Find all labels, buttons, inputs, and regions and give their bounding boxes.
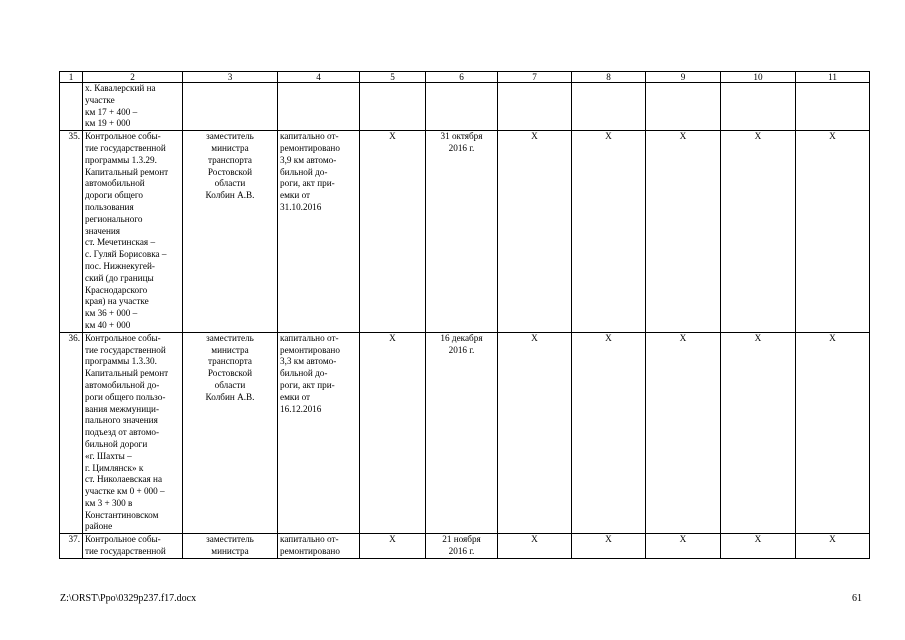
header-row (60, 72, 870, 83)
header-cell: 6 (426, 72, 498, 83)
table-row (60, 534, 870, 559)
header-cell: 9 (646, 72, 721, 83)
cell: X (796, 534, 870, 559)
cell: X (572, 332, 646, 534)
header-cell: 10 (721, 72, 796, 83)
header-cell: 2 (83, 72, 183, 83)
cell: X (721, 332, 796, 534)
cell: X (498, 131, 572, 333)
event-description: Контрольное собы- тие государственной (83, 534, 183, 559)
cell: X (572, 131, 646, 333)
date-cell: 16 декабря 2016 г. (426, 332, 498, 534)
responsible-person: заместитель министра транспорта Ростовской области Колбин А.В. (183, 332, 278, 534)
cell: X (646, 332, 721, 534)
row-number: 37. (60, 534, 83, 559)
cell: X (498, 534, 572, 559)
cell: X (721, 131, 796, 333)
table-row (60, 131, 870, 333)
header-cell: 8 (572, 72, 646, 83)
events-table (59, 71, 870, 559)
cell: X (498, 332, 572, 534)
cell: X (796, 131, 870, 333)
header-cell: 5 (360, 72, 426, 83)
header-cell: 1 (60, 72, 83, 83)
header-cell: 3 (183, 72, 278, 83)
header-cell: 11 (796, 72, 870, 83)
table-row (60, 332, 870, 534)
cell: X (360, 131, 426, 333)
result-text: капитально от- ремонтировано (278, 534, 360, 559)
result-text: капитально от- ремонтировано 3,9 км автомо- бильной до- роги, акт при- емки от 31.10.2016 (278, 131, 360, 333)
event-description: х. Кавалерский на участке км 17 + 400 – км 19 + 000 (83, 83, 183, 131)
date-cell: 21 ноября 2016 г. (426, 534, 498, 559)
footer-file-path: Z:\ORST\Ppo\0329p237.f17.docx (60, 593, 197, 604)
page-number: 61 (852, 593, 862, 604)
table-row-continuation (60, 83, 870, 131)
header-cell: 4 (278, 72, 360, 83)
responsible-person: заместитель министра транспорта Ростовской области Колбин А.В. (183, 131, 278, 333)
cell: X (360, 332, 426, 534)
row-number: 36. (60, 332, 83, 534)
row-number: 35. (60, 131, 83, 333)
cell: X (646, 534, 721, 559)
cell: X (796, 332, 870, 534)
event-description: Контрольное собы- тие государственной программы 1.3.30. Капитальный ремонт автомобильной до- роги общего пользо- вания межмуници- пального значения подъезд от автомо- бильной дороги «г. Шахты – г. Цимлянск» к ст. Николаевская на участке км 0 + 000 – км 3 + 300 в Константиновском районе (83, 332, 183, 534)
cell: X (646, 131, 721, 333)
date-cell: 31 октября 2016 г. (426, 131, 498, 333)
result-text: капитально от- ремонтировано 3,3 км автомо- бильной до- роги, акт при- емки от 16.12.2016 (278, 332, 360, 534)
cell: X (360, 534, 426, 559)
cell: X (721, 534, 796, 559)
event-description: Контрольное собы- тие государственной программы 1.3.29. Капитальный ремонт автомобильной дороги общего пользования регионального значения ст. Мечетинская – с. Гуляй Борисовка – пос. Нижнекугей- ский (до границы Краснодарского края) на участке км 36 + 000 – км 40 + 000 (83, 131, 183, 333)
responsible-person: заместитель министра (183, 534, 278, 559)
header-cell: 7 (498, 72, 572, 83)
cell: X (572, 534, 646, 559)
